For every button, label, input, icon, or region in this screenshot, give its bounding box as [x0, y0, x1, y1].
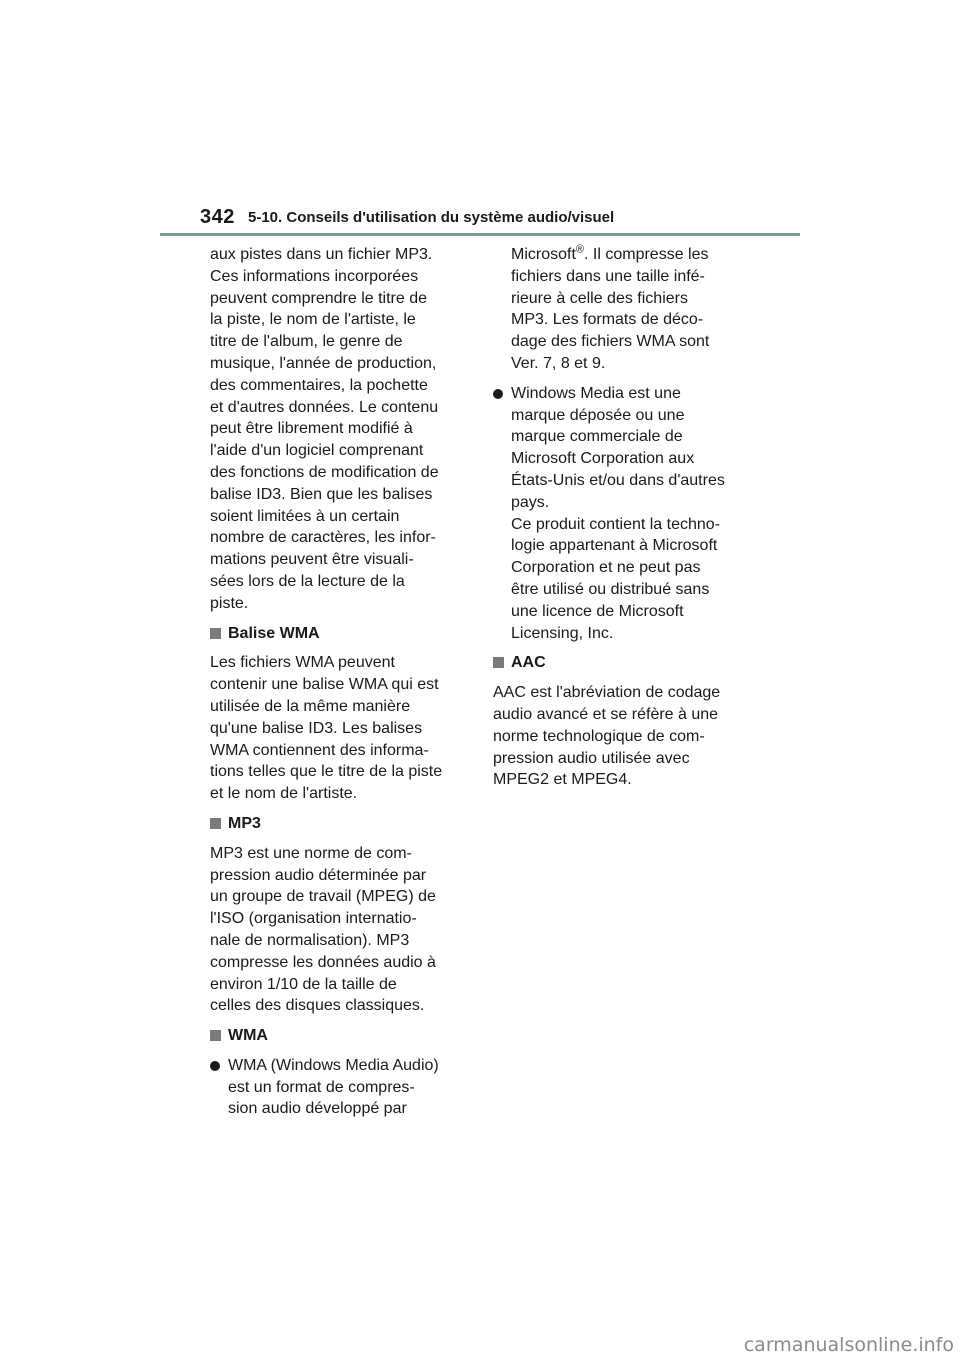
- text-line: qu'une balise ID3. Les balises: [210, 719, 423, 737]
- wma-tag-paragraph: [210, 652, 470, 805]
- wma-heading: [210, 1025, 470, 1047]
- text-line: environ 1/10 de la taille de: [210, 975, 397, 993]
- text-line: contenir une balise WMA qui est: [210, 676, 439, 694]
- page-header: [200, 200, 800, 236]
- text-line: WMA contiennent des informa-: [210, 741, 429, 759]
- text-line: nombre de caractères, les infor-: [210, 529, 436, 547]
- text-line: balise ID3. Bien que les balises: [210, 485, 433, 503]
- square-bullet-icon: [210, 1030, 221, 1041]
- text-line: soient limitées à un certain: [210, 507, 400, 525]
- text-line: Ces informations incorporées: [210, 267, 419, 285]
- heading-text: MP3: [228, 814, 261, 832]
- heading-text: WMA: [228, 1027, 268, 1045]
- text-line: des commentaires, la pochette: [210, 376, 428, 394]
- wma-bullet-continuation: [493, 244, 753, 375]
- text-line: l'ISO (organisation internatio-: [210, 910, 417, 928]
- text-line: titre de l'album, le genre de: [210, 333, 403, 351]
- text-line: la piste, le nom de l'artiste, le: [210, 311, 416, 329]
- text-line: Licensing, Inc.: [511, 624, 614, 642]
- text-line: Corporation et ne peut pas: [511, 559, 701, 577]
- text-line: logie appartenant à Microsoft: [511, 537, 718, 555]
- text-line: piste.: [210, 594, 249, 612]
- aac-heading: [493, 652, 753, 674]
- wma-tag-heading: [210, 623, 470, 645]
- text-line: celles des disques classiques.: [210, 997, 425, 1015]
- text-line: Windows Media est une: [511, 384, 681, 402]
- text-line: tions telles que le titre de la piste: [210, 763, 443, 781]
- text-line: des fonctions de modification de: [210, 463, 439, 481]
- text-line: MPEG2 et MPEG4.: [493, 771, 632, 789]
- mp3-paragraph: [210, 843, 470, 1017]
- text-line: utilisée de la même manière: [210, 697, 411, 715]
- heading-text: Balise WMA: [228, 624, 320, 642]
- page-number: 342: [200, 206, 235, 228]
- text-line: États-Unis et/ou dans d'autres: [511, 471, 725, 489]
- text-line: rieure à celle des fichiers: [511, 289, 688, 307]
- windows-media-bullet: [493, 383, 753, 645]
- watermark: carmanualsonline.info: [743, 1334, 954, 1356]
- text-line: Ce produit contient la techno-: [511, 515, 721, 533]
- text-line: sées lors de la lecture de la: [210, 572, 405, 590]
- text-line: pays.: [511, 493, 550, 511]
- mp3-heading: [210, 813, 470, 835]
- registered-mark: ®: [575, 243, 585, 256]
- text-line: dage des fichiers WMA sont: [511, 333, 710, 351]
- round-bullet-icon: [210, 1061, 220, 1071]
- square-bullet-icon: [493, 657, 504, 668]
- text-line: sion audio développé par: [228, 1100, 407, 1118]
- text-line: marque déposée ou une: [511, 406, 685, 424]
- microsoft-word: Microsoft: [511, 246, 576, 263]
- header-rule: [160, 233, 800, 236]
- aac-paragraph: [493, 682, 753, 791]
- square-bullet-icon: [210, 628, 221, 639]
- text-line: une licence de Microsoft: [511, 602, 684, 620]
- text-line: MP3. Les formats de déco-: [511, 311, 704, 329]
- wma-bullet: [210, 1055, 470, 1120]
- text-line: peut être librement modifié à: [210, 420, 413, 438]
- text-line: fichiers dans une taille infé-: [511, 267, 705, 285]
- text-line: aux pistes dans un fichier MP3.: [210, 246, 433, 263]
- text-line: Les fichiers WMA peuvent: [210, 654, 395, 672]
- text-line: est un format de compres-: [228, 1078, 415, 1096]
- text-line: l'aide d'un logiciel comprenant: [210, 442, 424, 460]
- heading-text: AAC: [511, 654, 546, 672]
- section-title: 5-10. Conseils d'utilisation du système audio/visuel: [248, 209, 615, 226]
- round-bullet-icon: [493, 389, 503, 399]
- text-line: pression audio déterminée par: [210, 866, 427, 884]
- text-line: marque commerciale de: [511, 428, 683, 446]
- text-line: peuvent comprendre le titre de: [210, 289, 428, 307]
- line-rest: . Il compresse les: [584, 246, 709, 263]
- text-line: musique, l'année de production,: [210, 354, 437, 372]
- text-line: norme technologique de com-: [493, 727, 705, 745]
- text-line: MP3 est une norme de com-: [210, 844, 412, 862]
- text-line: WMA (Windows Media Audio): [228, 1056, 439, 1074]
- text-line: et le nom de l'artiste.: [210, 785, 358, 803]
- text-line: Ver. 7, 8 et 9.: [511, 354, 606, 372]
- id3-paragraph: [210, 244, 470, 615]
- square-bullet-icon: [210, 818, 221, 829]
- text-line: et d'autres données. Le contenu: [210, 398, 439, 416]
- text-line: audio avancé et se réfère à une: [493, 705, 719, 723]
- text-line: pression audio utilisée avec: [493, 749, 690, 767]
- text-line: un groupe de travail (MPEG) de: [210, 888, 436, 906]
- left-column: [210, 244, 470, 1128]
- text-line: compresse les données audio à: [210, 953, 436, 971]
- right-column: [493, 244, 753, 799]
- text-line: AAC est l'abréviation de codage: [493, 684, 721, 702]
- text-line: mations peuvent être visuali-: [210, 551, 414, 569]
- text-line: [511, 244, 753, 266]
- text-line: être utilisé ou distribué sans: [511, 580, 710, 598]
- text-line: nale de normalisation). MP3: [210, 931, 410, 949]
- text-line: Microsoft Corporation aux: [511, 450, 695, 468]
